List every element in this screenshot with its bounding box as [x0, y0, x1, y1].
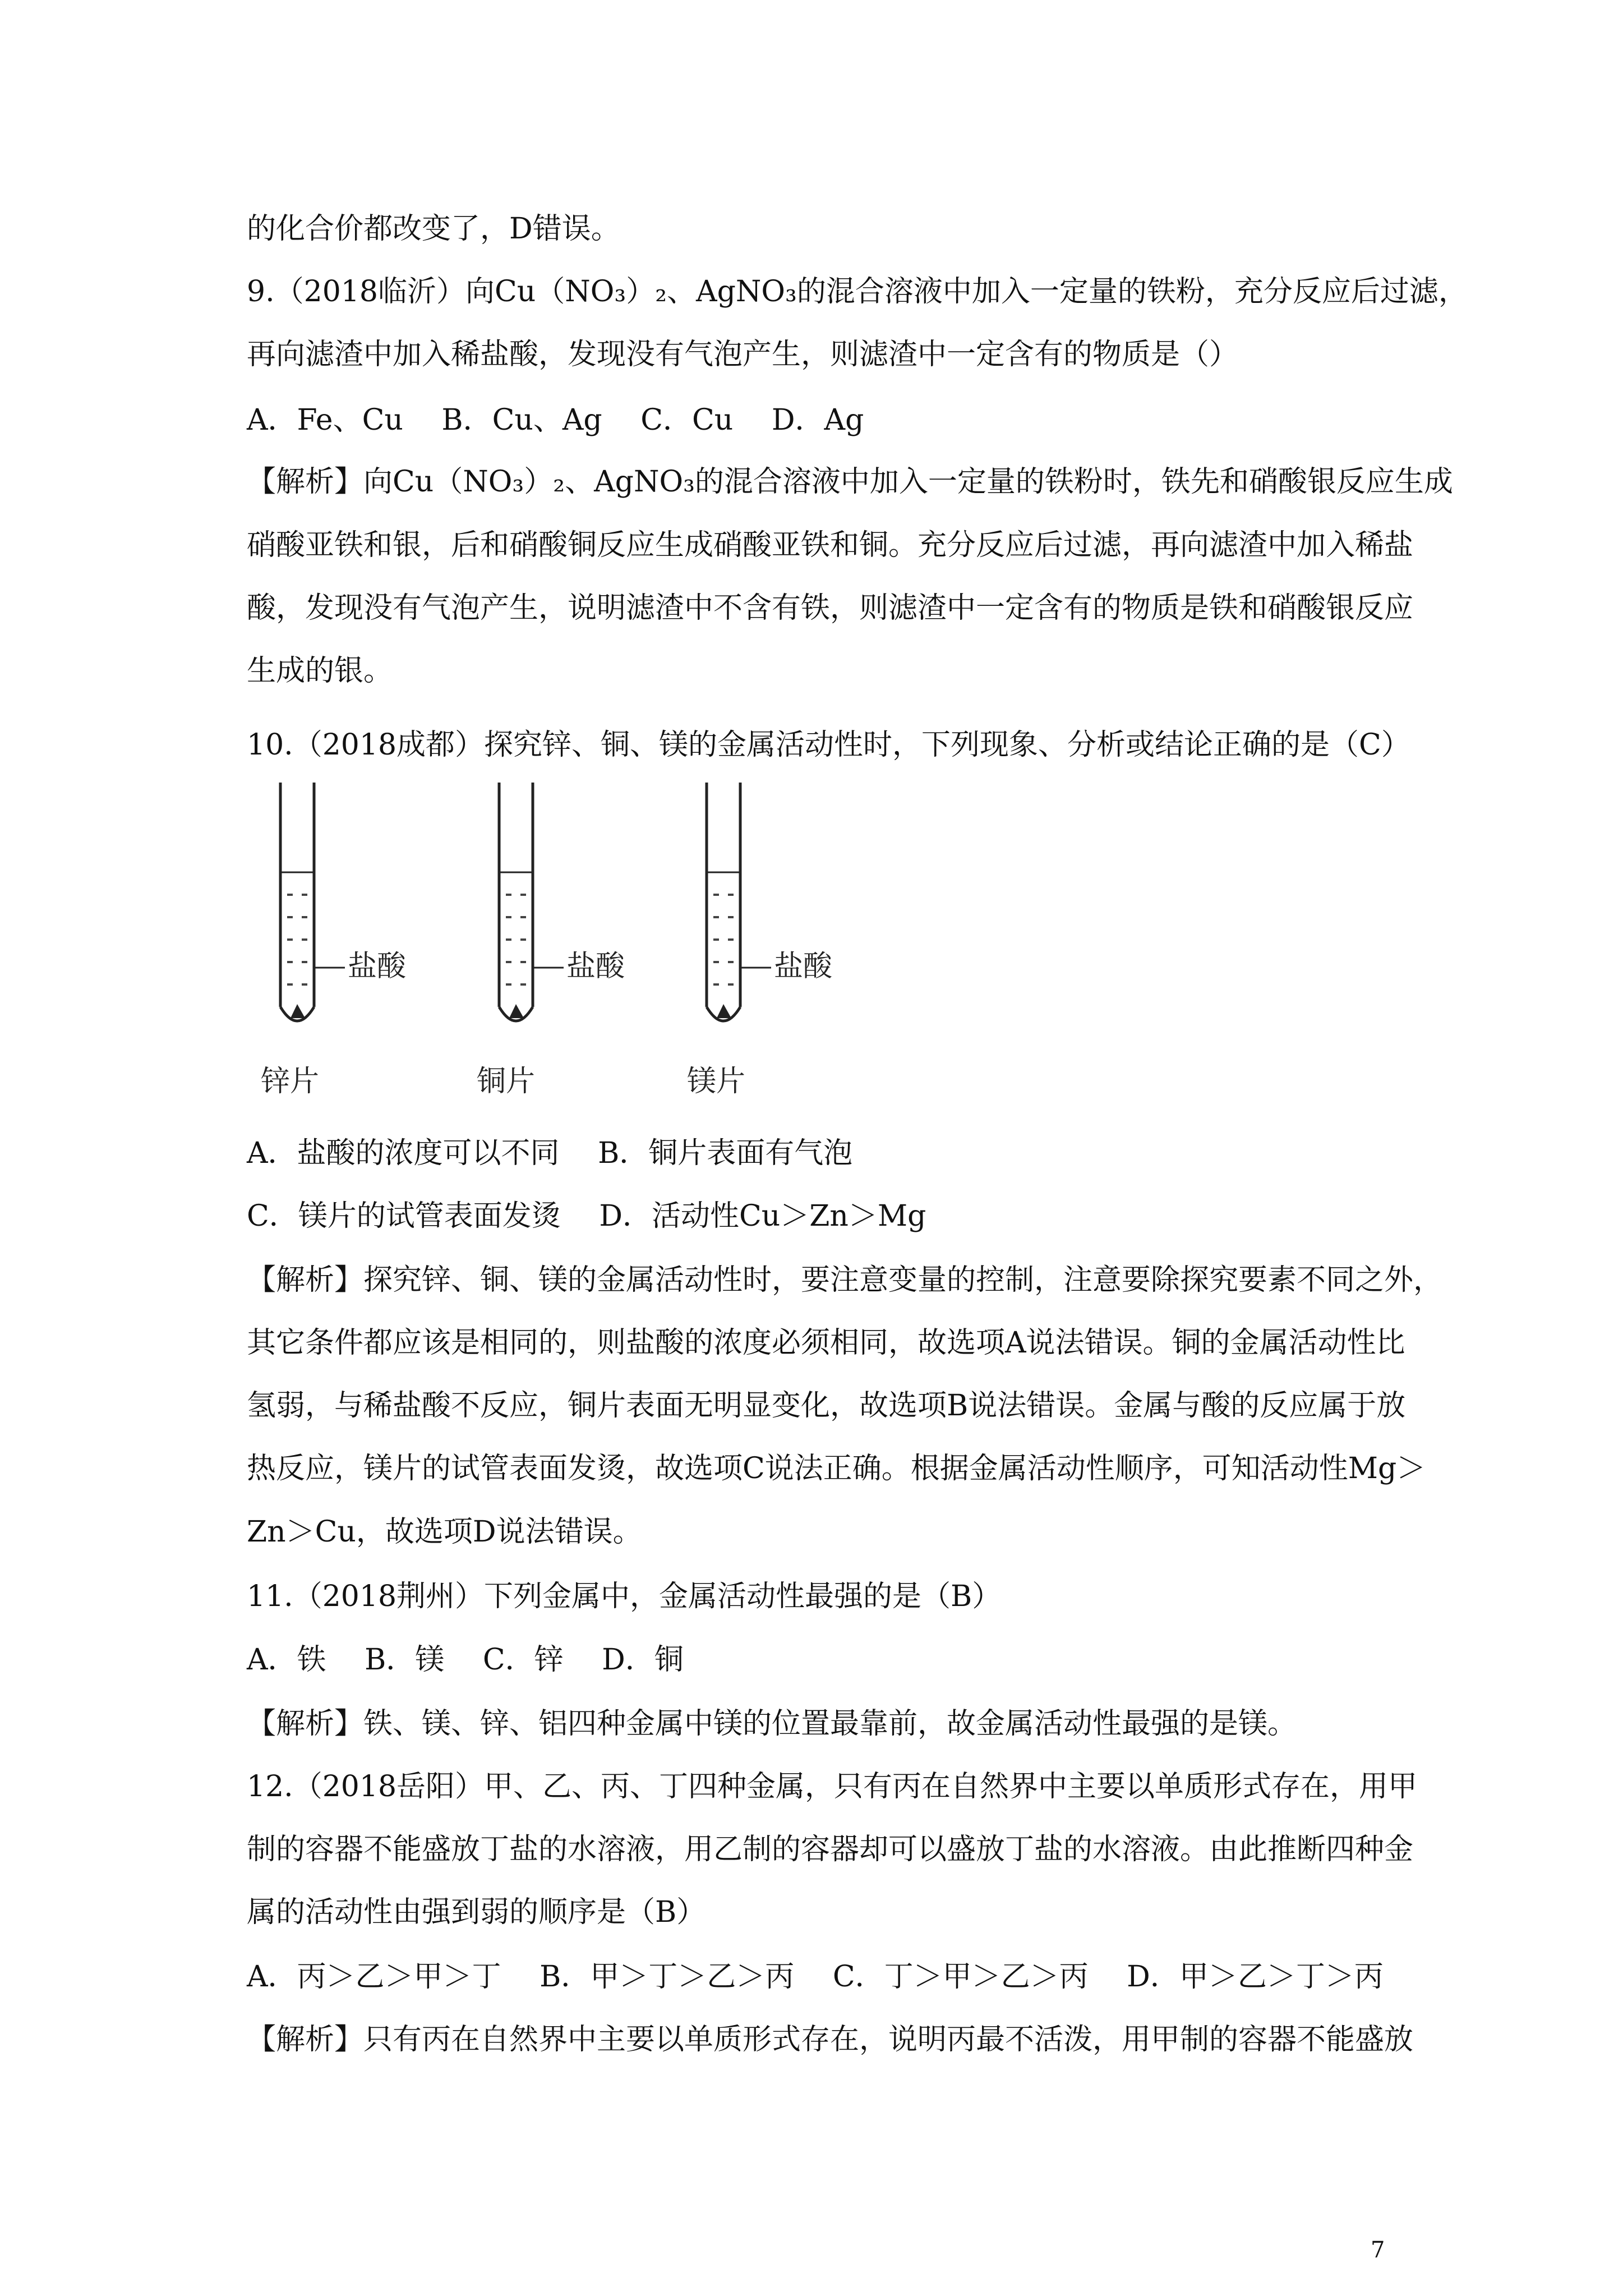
test-tube-figure: [247, 783, 875, 1114]
text-line: 【解析】探究锌、铜、镁的金属活动性时，要注意变量的控制，注意要除探究要素不同之外，: [247, 1263, 1443, 1297]
tube-label-zinc: 锌片: [261, 1065, 320, 1098]
text-line: 11.（2018荆州）下列金属中，金属活动性最强的是（B）: [247, 1580, 1002, 1613]
text-line: 的化合价都改变了，D错误。: [247, 212, 620, 246]
acid-label: 盐酸: [348, 950, 407, 983]
text-line: 生成的银。: [247, 654, 393, 688]
tube-label-copper: 铜片: [477, 1065, 536, 1098]
text-line: 氢弱，与稀盐酸不反应，铜片表面无明显变化，故选项B说法错误。金属与酸的反应属于放: [247, 1389, 1406, 1423]
tube-label-magnesium: 镁片: [687, 1065, 746, 1098]
text-line: 其它条件都应该是相同的，则盐酸的浓度必须相同，故选项A说法错误。铜的金属活动性比: [247, 1326, 1405, 1360]
tube-magnesium: [707, 783, 771, 1021]
text-line: Zn＞Cu，故选项D说法错误。: [247, 1515, 642, 1549]
text-line: 【解析】向Cu（NO₃）₂、AgNO₃的混合溶液中加入一定量的铁粉时，铁先和硝酸银反应生成: [247, 465, 1453, 499]
text-line: A．Fe、Cu B．Cu、Ag C．Cu D．Ag: [247, 403, 864, 437]
text-line: 制的容器不能盛放丁盐的水溶液，用乙制的容器却可以盛放丁盐的水溶液。由此推断四种金: [247, 1833, 1414, 1866]
text-line: 12.（2018岳阳）甲、乙、丙、丁四种金属，只有丙在自然界中主要以单质形式存在，用甲: [247, 1770, 1418, 1803]
text-line: A．盐酸的浓度可以不同 B．铜片表面有气泡: [247, 1137, 853, 1170]
text-line: 10.（2018成都）探究锌、铜、镁的金属活动性时，下列现象、分析或结论正确的是（C）: [247, 728, 1410, 762]
text-line: 酸，发现没有气泡产生，说明滤渣中不含有铁，则滤渣中一定含有的物质是铁和硝酸银反应: [247, 591, 1414, 625]
acid-label: 盐酸: [774, 950, 833, 983]
text-line: 属的活动性由强到弱的顺序是（B）: [247, 1895, 706, 1929]
tube-zinc: [280, 783, 345, 1021]
tube-copper: [499, 783, 564, 1021]
acid-label: 盐酸: [566, 950, 625, 983]
text-line: 硝酸亚铁和银，后和硝酸铜反应生成硝酸亚铁和铜。充分反应后过滤，再向滤渣中加入稀盐: [247, 528, 1414, 562]
text-line: 热反应，镁片的试管表面发烫，故选项C说法正确。根据金属活动性顺序，可知活动性Mg＞: [247, 1452, 1426, 1485]
text-line: A．铁 B．镁 C．锌 D．铜: [247, 1643, 684, 1677]
page-number: 7: [1371, 2237, 1385, 2263]
text-line: 【解析】只有丙在自然界中主要以单质形式存在，说明丙最不活泼，用甲制的容器不能盛放: [247, 2023, 1414, 2056]
text-line: 【解析】铁、镁、锌、铝四种金属中镁的位置最靠前，故金属活动性最强的是镁。: [247, 1707, 1297, 1741]
text-line: A．丙＞乙＞甲＞丁 B．甲＞丁＞乙＞丙 C．丁＞甲＞乙＞丙 D．甲＞乙＞丁＞丙: [247, 1960, 1384, 1994]
text-line: 再向滤渣中加入稀盐酸，发现没有气泡产生，则滤渣中一定含有的物质是（）: [247, 338, 1239, 371]
text-line: C．镁片的试管表面发烫 D．活动性Cu＞Zn＞Mg: [247, 1199, 926, 1233]
text-line: 9.（2018临沂）向Cu（NO₃）₂、AgNO₃的混合溶液中加入一定量的铁粉，充分反应后过滤，: [247, 275, 1468, 309]
